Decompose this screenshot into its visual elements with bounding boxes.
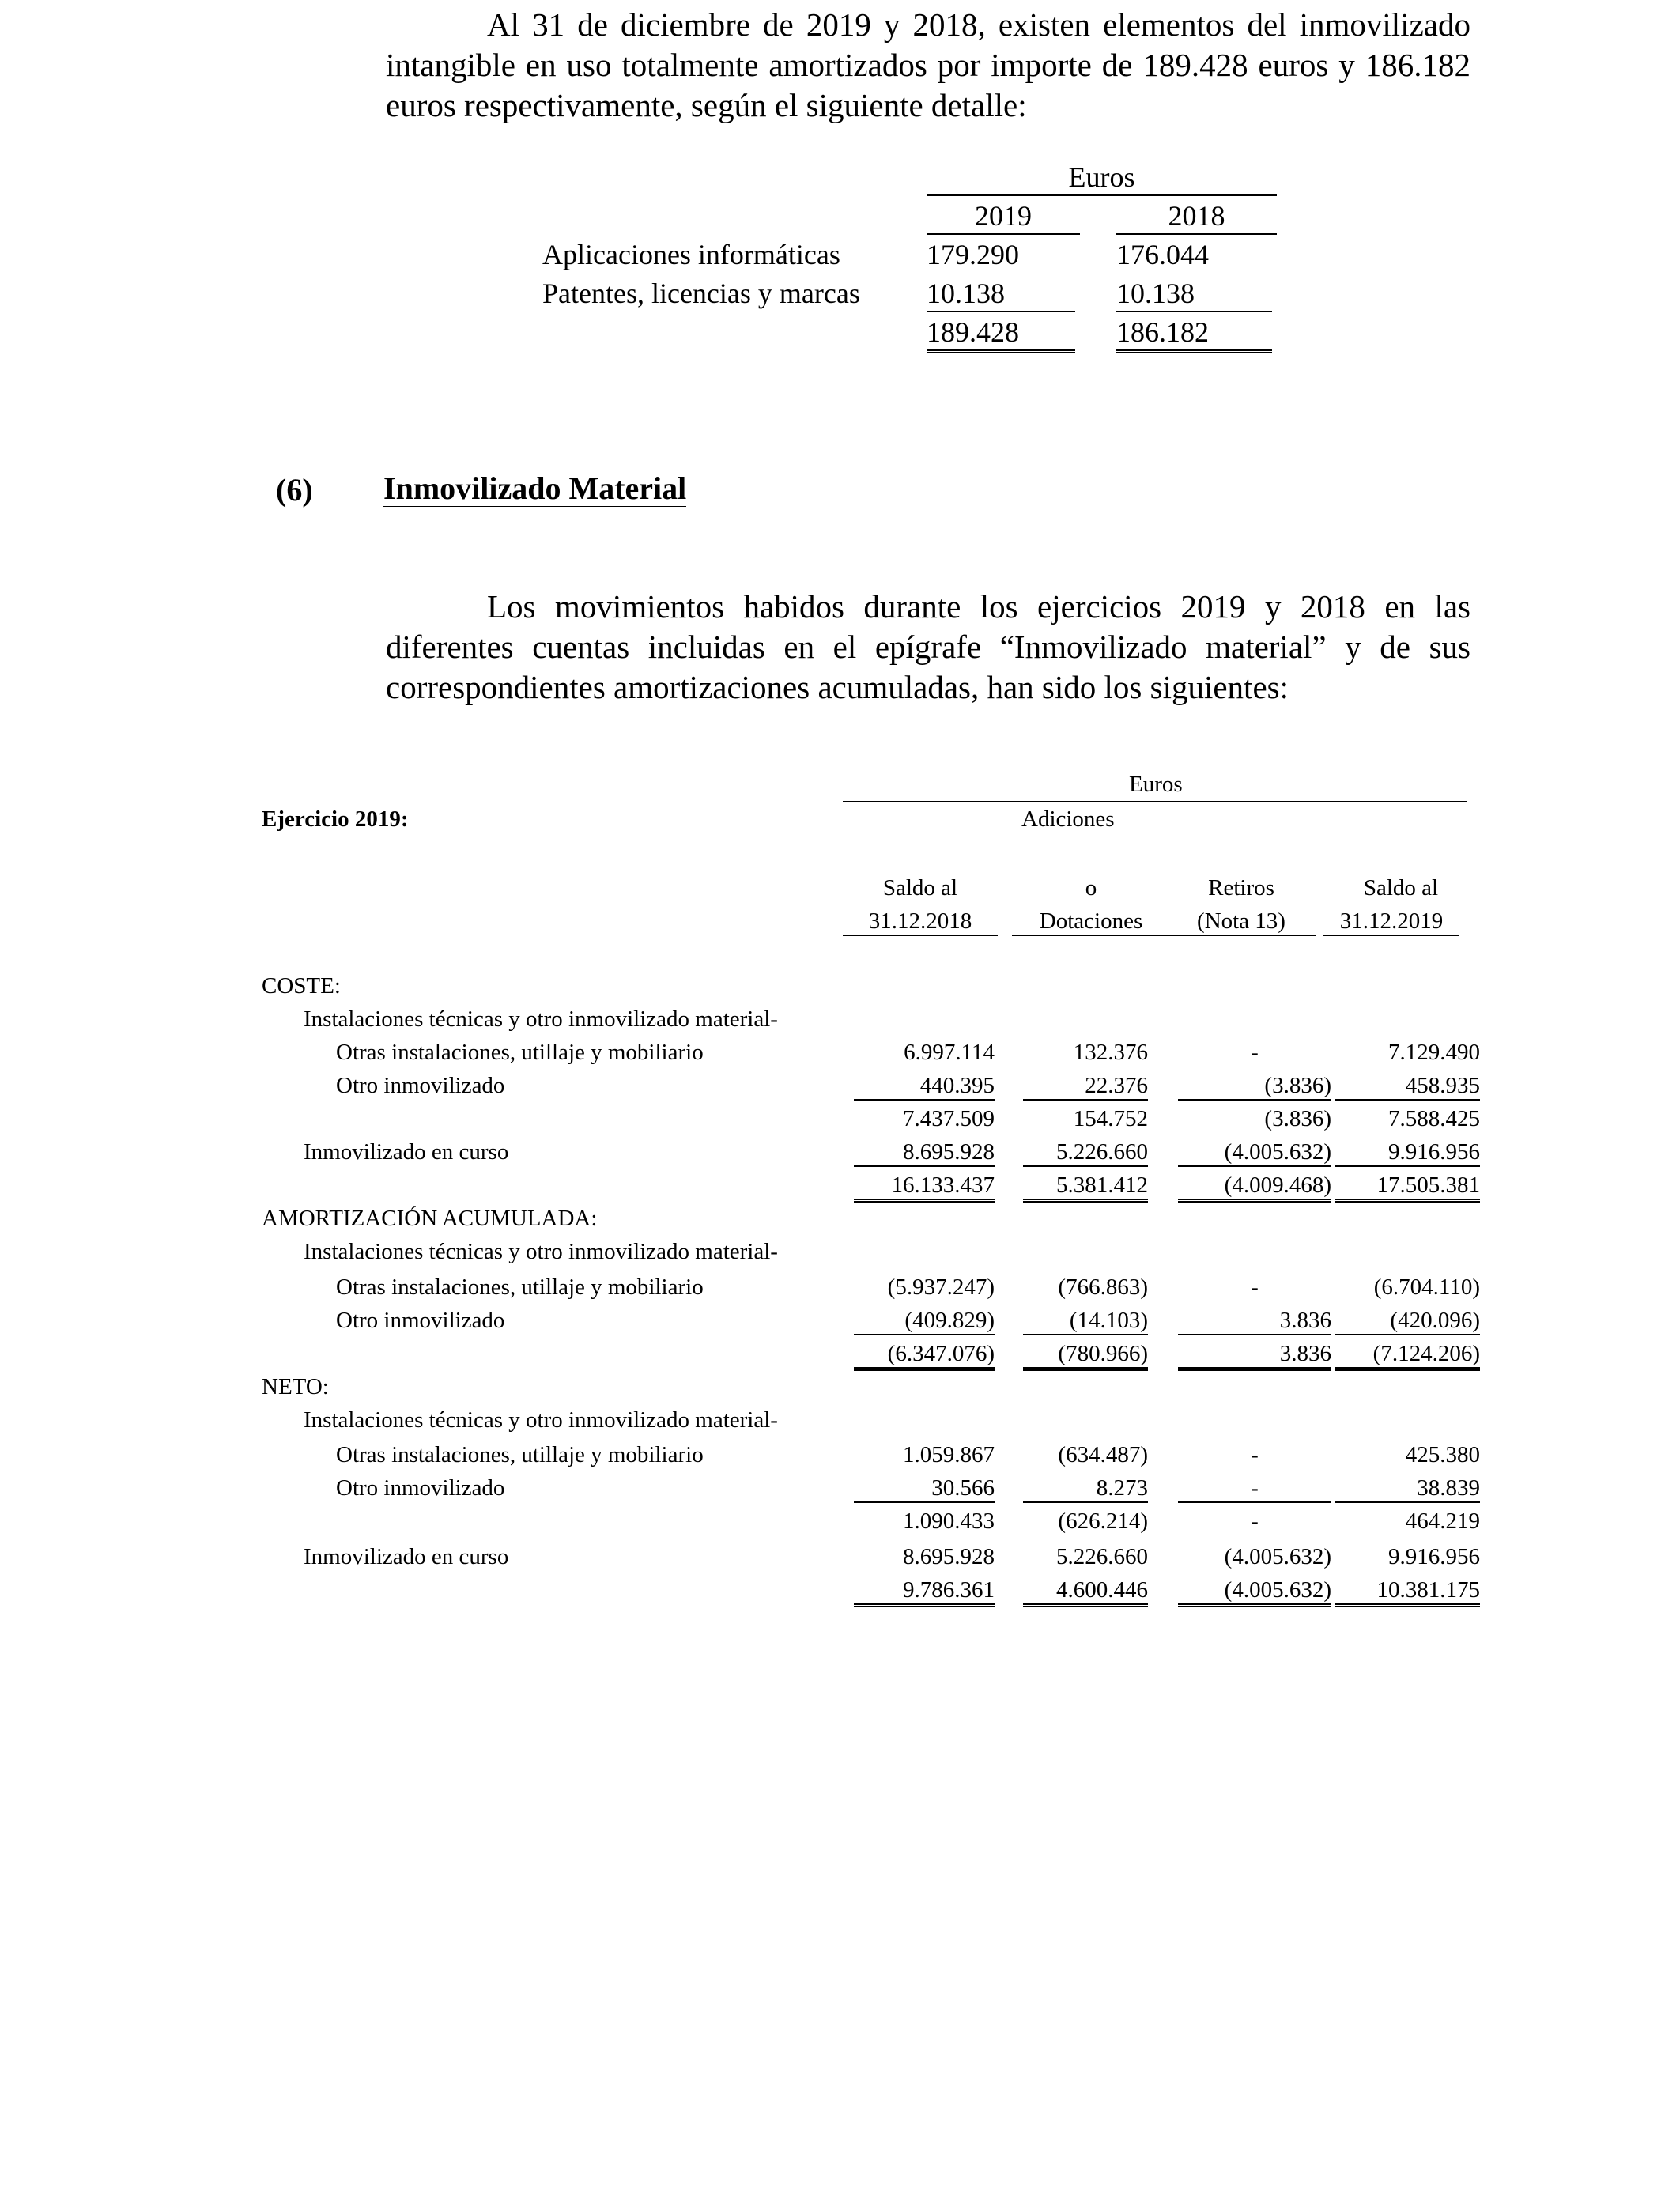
table-cell: (4.005.632) [1178,1577,1331,1607]
intro-paragraph: Al 31 de diciembre de 2019 y 2018, existen elementos del inmovilizado intangible en uso totalmente amortizados por importe de 189.428 euros y 186.182 euros respectivamente, según el siguiente detalle: [386,6,1470,123]
table-cell: 17.505.381 [1335,1172,1480,1203]
table-row-label: Otro inmovilizado [336,1308,505,1333]
table-row-label: Inmovilizado en curso [304,1544,509,1569]
table-cell: 8.695.928 [903,1544,995,1569]
table-cell: 6.997.114 [904,1040,995,1065]
table-cell: 1.090.433 [903,1509,995,1534]
column-header-line2: (Nota 13) [1167,908,1316,936]
table-cell: 7.437.509 [903,1106,995,1131]
column-header-line1: Retiros [1208,875,1274,901]
table-cell: - [1251,1509,1259,1534]
table-cell: 9.786.361 [854,1577,995,1607]
table-cell: (14.103) [1023,1307,1148,1335]
table-cell: 5.226.660 [1056,1544,1148,1569]
table-cell: 4.600.446 [1023,1577,1148,1607]
column-header-line1: Saldo al [1363,875,1439,901]
table-cell: (5.937.247) [887,1274,995,1300]
intangible-value: 176.044 [1116,239,1209,270]
table-cell: 458.935 [1335,1072,1480,1101]
table-cell: (7.124.206) [1335,1340,1480,1371]
table-cell: 8.695.928 [854,1139,995,1167]
table-cell: (4.009.468) [1178,1172,1331,1203]
table-cell: 7.129.490 [1388,1040,1480,1065]
period-label: Ejercicio 2019: [262,806,409,832]
table-cell: - [1251,1040,1259,1065]
column-header-line1: Saldo al [882,875,958,901]
intangible-total: 186.182 [1116,315,1272,353]
table-cell: (4.005.632) [1224,1544,1331,1569]
table-cell: 425.380 [1405,1442,1480,1467]
table-cell: 7.588.425 [1388,1106,1480,1131]
table-cell: (626.214) [1058,1509,1148,1534]
table-row-label: Otro inmovilizado [336,1073,505,1098]
table-row-label: Otras instalaciones, utillaje y mobiliario [336,1040,704,1065]
column-header-line1: o [1085,875,1097,901]
table-row-label: NETO: [262,1374,329,1399]
table-cell: 9.916.956 [1388,1544,1480,1569]
table-cell: (3.836) [1178,1072,1331,1101]
table-cell: 8.273 [1023,1475,1148,1503]
additions-header: Adiciones [1021,806,1115,832]
table-cell: 3.836 [1178,1307,1331,1335]
intangible-value: 10.138 [1116,276,1272,312]
section-number: (6) [276,472,313,508]
table-cell: (780.966) [1023,1340,1148,1371]
table-cell: 22.376 [1023,1072,1148,1101]
intangible-value: 10.138 [927,276,1075,312]
section-title: Inmovilizado Material [383,471,686,508]
table-cell: (409.829) [854,1307,995,1335]
table-cell: 30.566 [854,1475,995,1503]
table-cell: (420.096) [1335,1307,1480,1335]
table-row-label: Instalaciones técnicas y otro inmovilizado material- [304,1006,778,1032]
table-cell: (4.005.632) [1178,1139,1331,1167]
intangible-currency-header: Euros [927,160,1277,196]
column-header-line2: 31.12.2018 [843,908,998,936]
currency-header-rule [843,801,1467,802]
table-row-label: AMORTIZACIÓN ACUMULADA: [262,1206,598,1231]
intangible-total: 189.428 [927,315,1075,353]
table-cell: (6.704.110) [1373,1274,1480,1300]
table-row-label: COSTE: [262,973,341,999]
table-cell: 154.752 [1073,1106,1148,1131]
table-cell: (634.487) [1058,1442,1148,1467]
table-cell: 5.381.412 [1023,1172,1148,1203]
table-row-label: Otras instalaciones, utillaje y mobiliario [336,1442,704,1467]
table-cell: (6.347.076) [854,1340,995,1371]
table-cell: 1.059.867 [903,1442,995,1467]
intangible-year-2018: 2018 [1116,198,1277,235]
table-row-label: Otras instalaciones, utillaje y mobiliario [336,1274,704,1300]
section-paragraph: Los movimientos habidos durante los ejercicios 2019 y 2018 en las diferentes cuentas incluidas en el epígrafe “Inmovilizado material” y de sus correspondientes amortizaciones acumuladas, han sido los siguientes: [386,588,1470,705]
table-cell: (3.836) [1264,1106,1331,1131]
column-header-line2: Dotaciones [1012,908,1170,936]
table-cell: 10.381.175 [1335,1577,1480,1607]
intangible-year-2019: 2019 [927,198,1080,235]
table-row-label: Instalaciones técnicas y otro inmovilizado material- [304,1407,778,1433]
table-cell: 3.836 [1178,1340,1331,1371]
table-cell: 9.916.956 [1335,1139,1480,1167]
table-cell: 464.219 [1405,1509,1480,1534]
table-cell: (766.863) [1058,1274,1148,1300]
table-cell: 16.133.437 [854,1172,995,1203]
table-cell: - [1251,1442,1259,1467]
table-cell: 440.395 [854,1072,995,1101]
table-row-label: Instalaciones técnicas y otro inmovilizado material- [304,1239,778,1264]
column-header-line2: 31.12.2019 [1323,908,1459,936]
movements-currency-header: Euros [1129,772,1183,797]
table-cell: 5.226.660 [1023,1139,1148,1167]
table-cell: 38.839 [1335,1475,1480,1503]
intangible-row-label: Patentes, licencias y marcas [542,278,860,309]
table-row-label: Inmovilizado en curso [304,1139,509,1165]
table-cell: 132.376 [1073,1040,1148,1065]
table-row-label: Otro inmovilizado [336,1475,505,1501]
intangible-value: 179.290 [927,239,1019,270]
table-cell: - [1178,1475,1331,1503]
table-cell: - [1251,1274,1259,1300]
intangible-row-label: Aplicaciones informáticas [542,239,840,270]
